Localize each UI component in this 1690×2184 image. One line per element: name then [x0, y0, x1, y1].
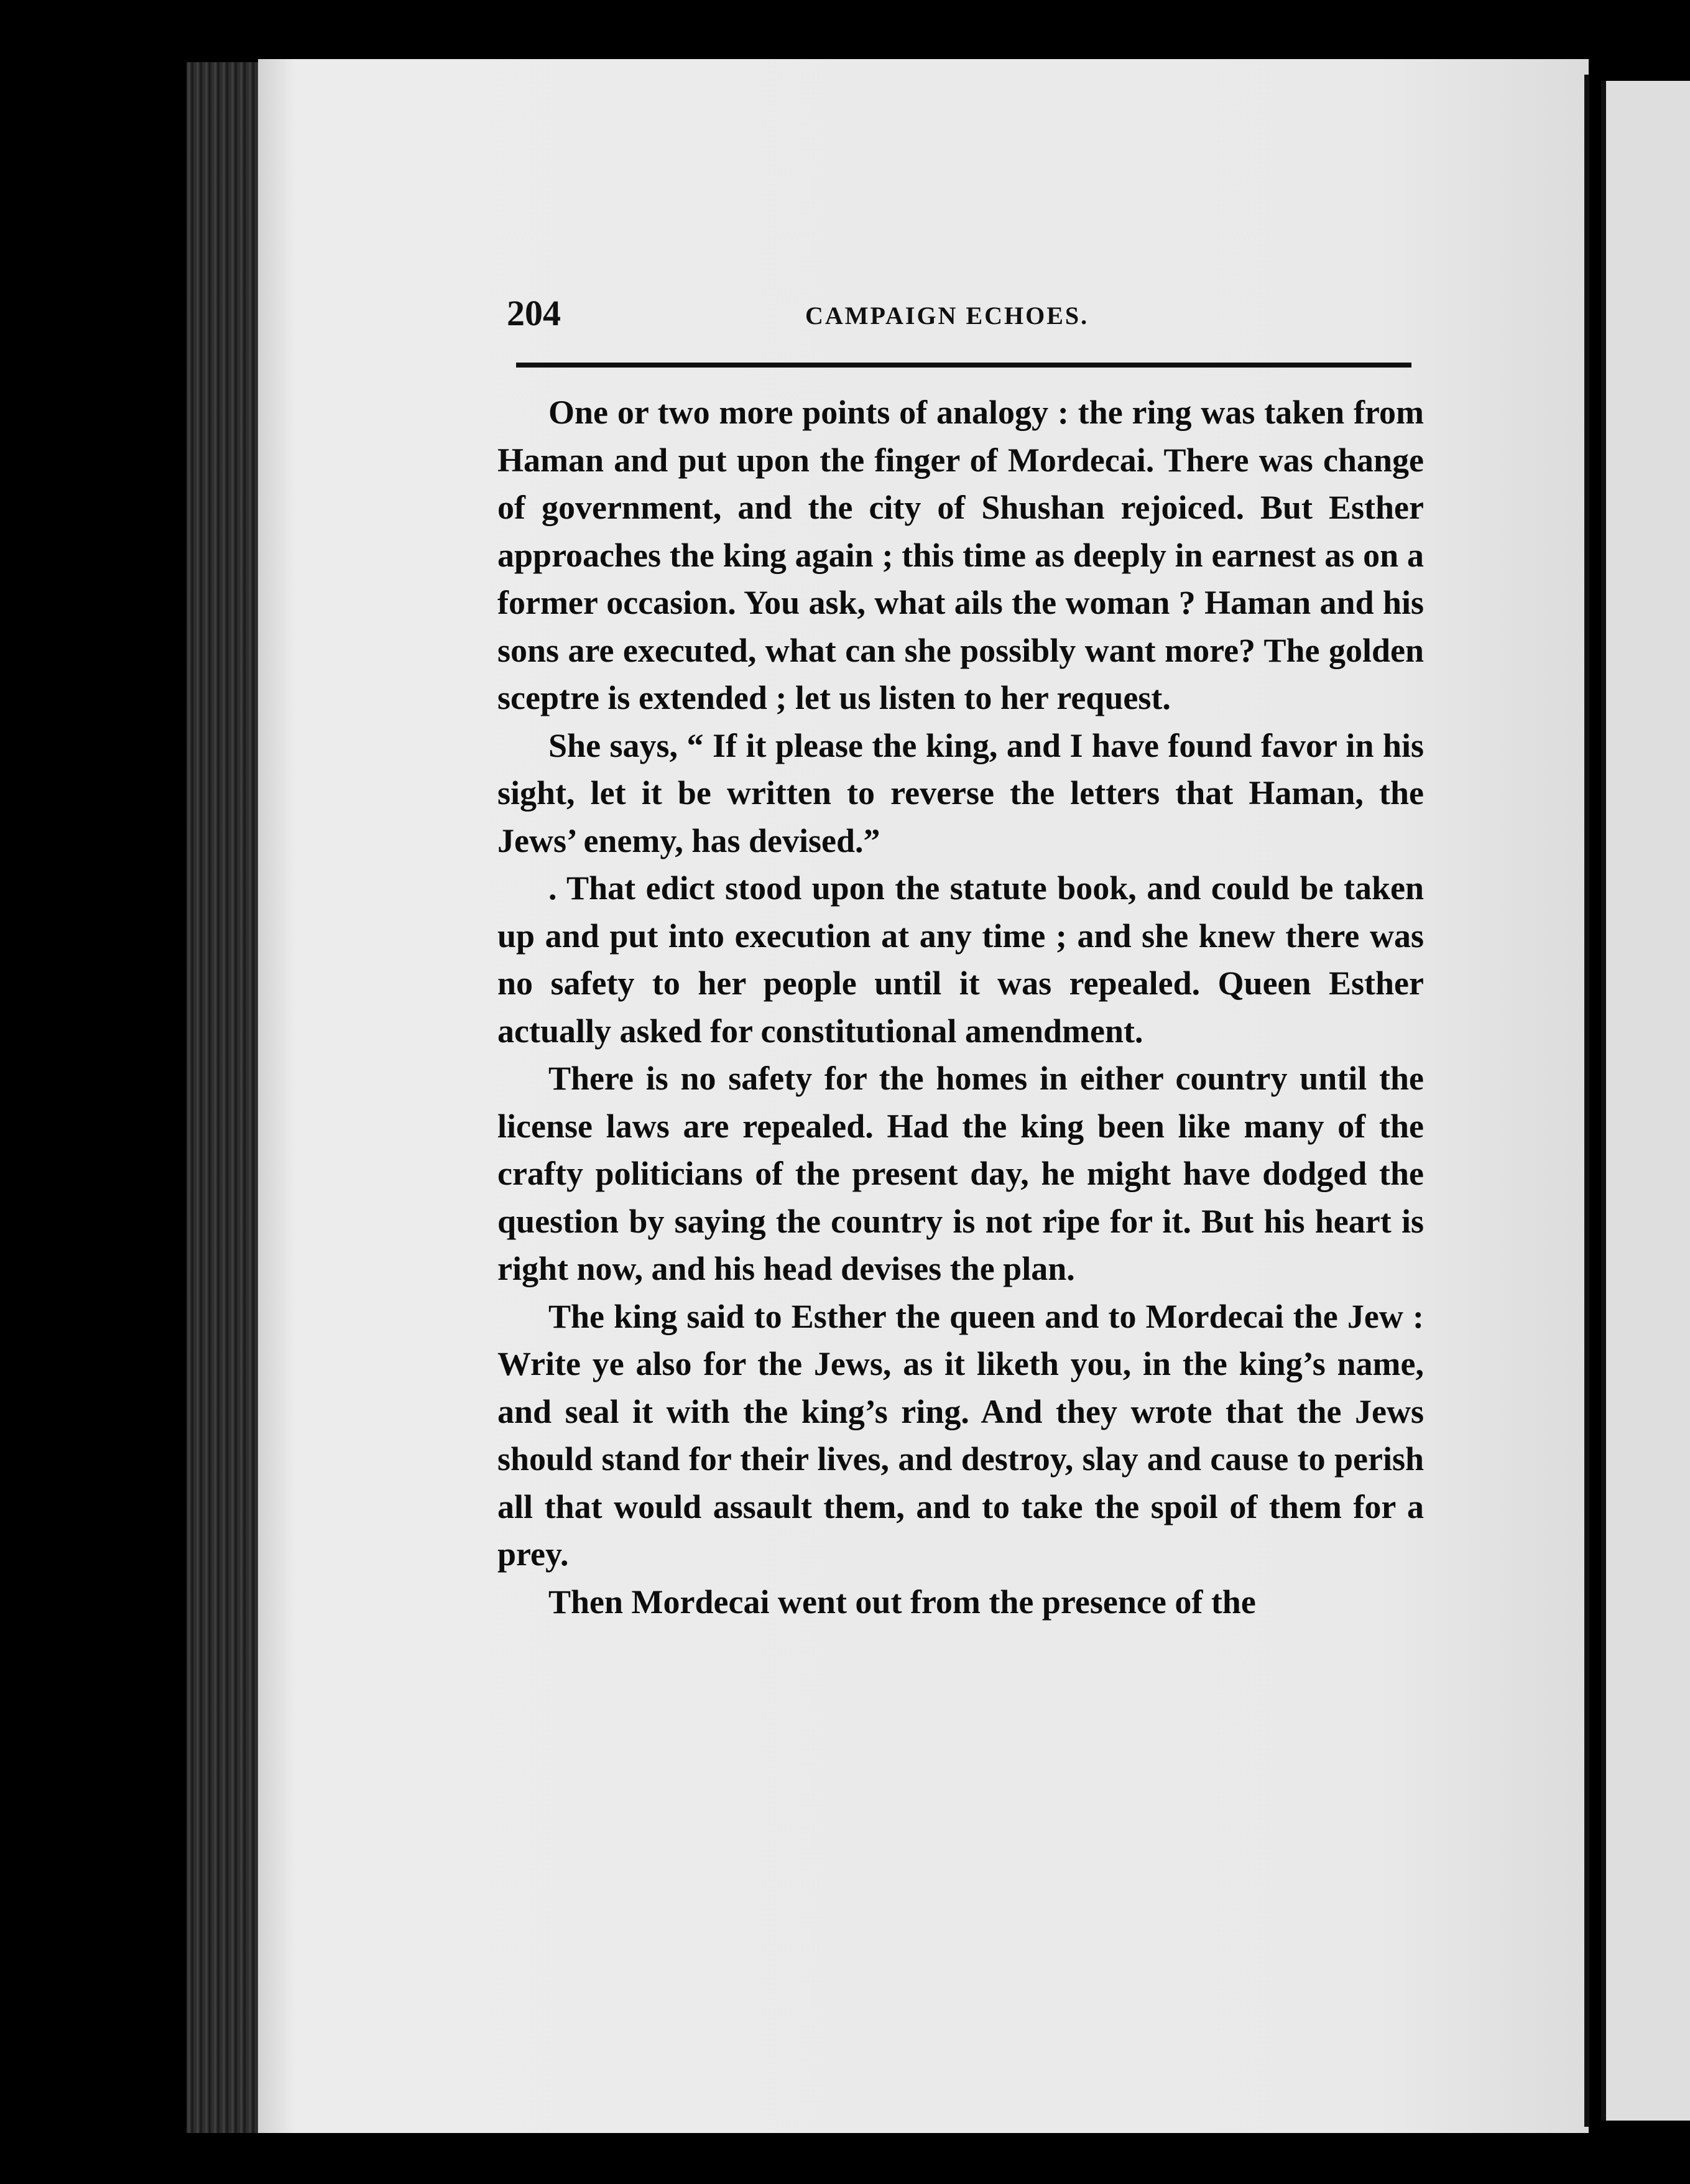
facing-page-edge: [1601, 81, 1690, 2121]
paragraph: There is no safety for the homes in either country until the license laws are repealed. Had the king been like many of the crafty politicians of the present day, he might have dodged the question by saying the country is not ripe for it. But his heart is right now, and his head devises the plan.: [497, 1060, 1424, 1287]
page-header: [507, 292, 1415, 342]
header-rule: [516, 363, 1411, 368]
body-text: [497, 389, 1424, 1626]
paragraph: She says, “ If it please the king, and I have found favor in his sight, let it be written to reverse the letters that Haman, the Jews’ enemy, has devised.”: [497, 726, 1424, 859]
paragraph: . That edict stood upon the statute book, and could be taken up and put into execution at any time ; and she knew there was no safety to her people until it was repealed. Queen Esther actually asked for constitutional amendment.: [497, 869, 1424, 1050]
paragraph: The king said to Esther the queen and to Mordecai the Jew : Write ye also for the Jews, as it liketh you, in the king’s name, and seal it with the king’s ring. And they wrote that the Jews should stand for their lives, and destroy, slay and cause to perish all that would assault them, and to take the spoil of them for a prey.: [497, 1297, 1424, 1573]
page-edges: [187, 62, 261, 2133]
paragraph: Then Mordecai went out from the presence of the: [548, 1583, 1256, 1621]
paragraph: One or two more points of analogy : the ring was taken from Haman and put upon the finger of Mordecai. There was change of government, and the city of Shushan rejoiced. But Esther approaches the king again ; this time as deeply in earnest as on a former occasion. You ask, what ails the woman ? Haman and his sons are executed, what can she possibly want more? The golden sceptre is extended ; let us listen to her request.: [497, 394, 1424, 716]
page-number: 204: [507, 293, 561, 333]
running-head: CAMPAIGN ECHOES.: [805, 302, 1089, 330]
gutter-line: [1584, 75, 1589, 2127]
